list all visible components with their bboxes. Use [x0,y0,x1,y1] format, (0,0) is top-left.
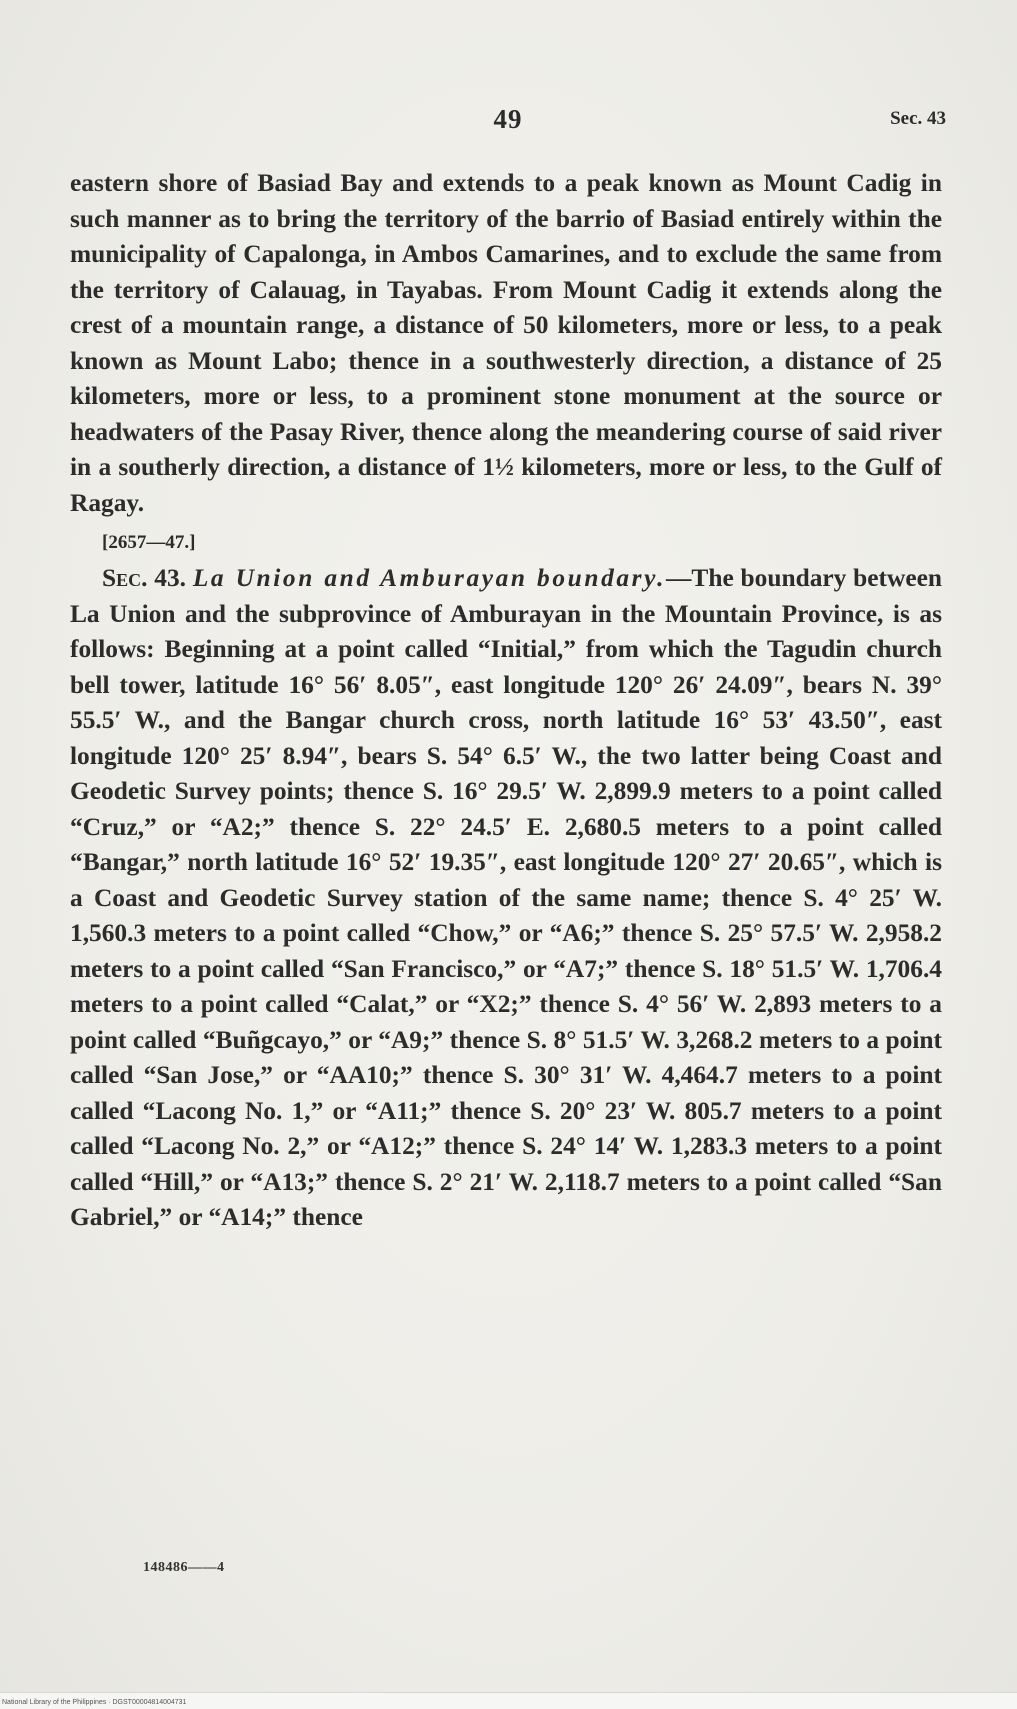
running-section-ref: Sec. 43 [890,108,946,129]
page-header [70,104,946,140]
scan-credit-band [0,1692,1017,1709]
document-body [70,166,942,1236]
scan-credit: National Library of the Philippines · DGST00004814004731 [2,1699,187,1706]
printer-code: 148486——4 [143,1560,225,1575]
section-text: —The boundary between La Union and the subprovince of Amburayan in the Mountain Province, is as follows: Beginning at a point called “Initial,” from which the Tagudin church bell tower, latitude 16° 56′ 8.05″, east longitude 120° 26′ 24.09″, bears N. 39° 55.5′ W., and the Bangar church cross, north latitude 16° 53′ 43.50″, east longitude 120° 25′ 8.94″, bears S. 54° 6.5′ W., the two latter being Coast and Geodetic Survey points; thence S. 16° 29.5′ W. 2,899.9 meters to a point called “Cruz,” or “A2;” thence S. 22° 24.5′ E. 2,680.5 meters to a point called “Bangar,” north latitude 16° 52′ 19.35″, east longitude 120° 27′ 20.65″, which is a Coast and Geodetic Survey station of the same name; thence S. 4° 25′ W. 1,560.3 meters to a point called “Chow,” or “A6;” thence S. 25° 57.5′ W. 2,958.2 meters to a point called “San Francisco,” or “A7;” thence S. 18° 51.5′ W. 1,706.4 meters to a point called “Calat,” or “X2;” thence S. 4° 56′ W. 2,893 meters to a point called “Buñgcayo,” or “A9;” thence S. 8° 51.5′ W. 3,268.2 meters to a point called “San Jose,” or “AA10;” thence S. 30° 31′ W. 4,464.7 meters to a point called “Lacong No. 1,” or “A11;” thence S. 20° 23′ W. 805.7 meters to a point called “Lacong No. 2,” or “A12;” thence S. 24° 14′ W. 1,283.3 meters to a point called “Hill,” or “A13;” thence S. 2° 21′ W. 2,118.7 meters to a point called “San Gabriel,” or “A14;” thence [70,564,942,1231]
section-title: La Union and Amburayan boundary. [192,564,667,592]
section-label: Sec. 43. [102,564,187,592]
page-number: 49 [493,104,523,134]
section-43-paragraph [70,561,942,1236]
citation: [2657—47.] [102,532,196,553]
continuation-paragraph: eastern shore of Basiad Bay and extends to a peak known as Mount Cadig in such manner as to bring the territory of the barrio of Basiad entirely within the municipality of Capalonga, in Ambos Camarines, and to exclude the same from the territory of Calauag, in Tayabas. From Mount Cadig it extends along the crest of a mountain range, a distance of 50 kilometers, more or less, to a peak known as Mount Labo; thence in a southwesterly direction, a distance of 25 kilometers, more or less, to a prominent stone monument at the source or headwaters of the Pasay River, thence along the meandering course of said river in a southerly direction, a distance of 1½ kilometers, more or less, to the Gulf of Ragay. [70,169,942,517]
